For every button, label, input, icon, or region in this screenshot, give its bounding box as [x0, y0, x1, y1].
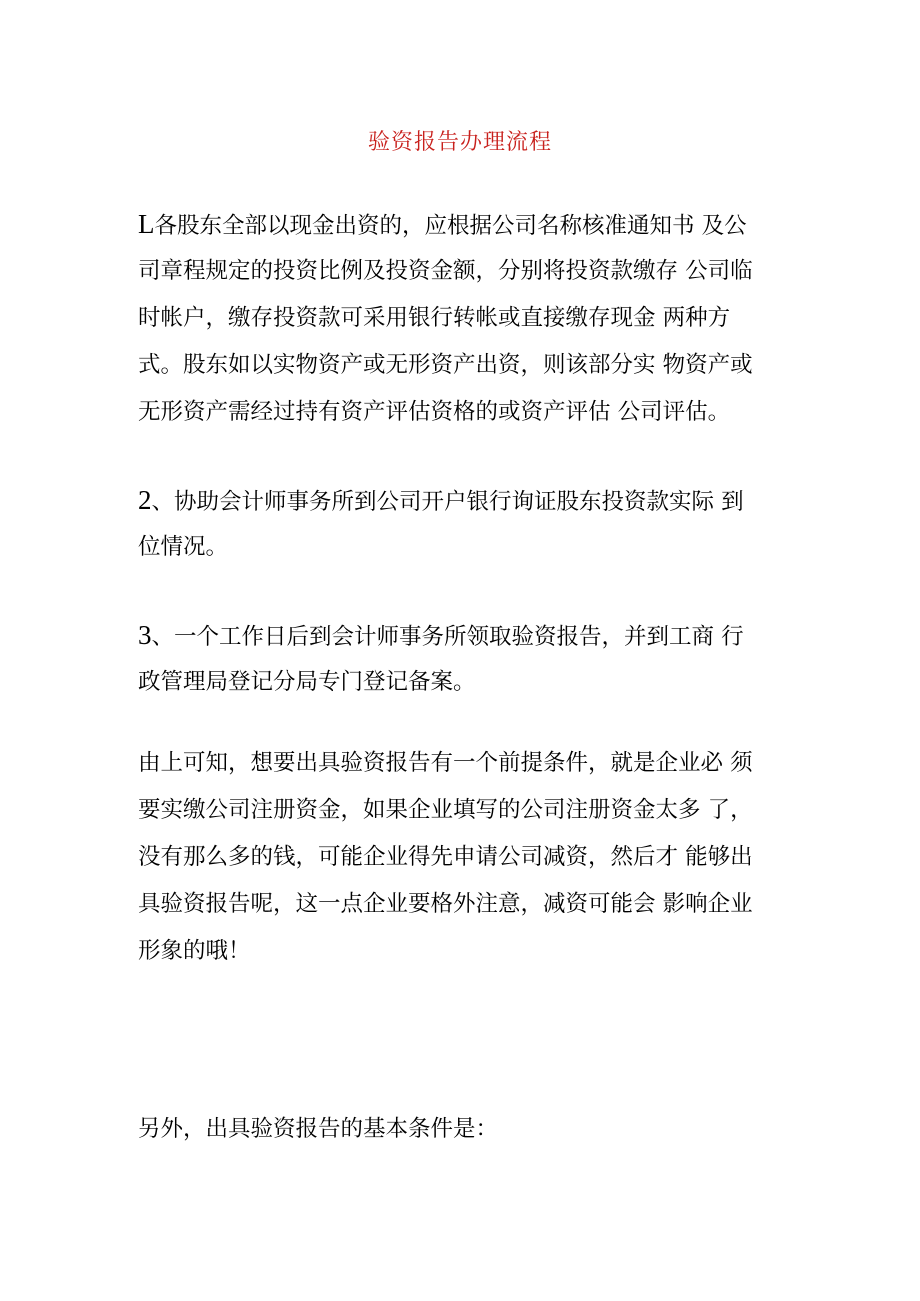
- paragraph-2: [138, 477, 788, 571]
- paragraph-4: [138, 740, 788, 975]
- document-title: 验资报告办理流程: [367, 130, 552, 155]
- paragraph-line: 要实缴公司注册资金，如果企业填写的公司注册资金太多 了，: [138, 797, 753, 823]
- paragraph-line: 式。股东如以实物资产或无形资产出资，则该部分实 物资产或: [138, 352, 753, 378]
- paragraph-5: [138, 1106, 788, 1153]
- paragraph-line: [138, 477, 788, 524]
- paragraph-line: 政管理局登记分局专门登记备案。: [138, 669, 476, 695]
- paragraph-3: [138, 612, 788, 706]
- paragraph-line: 无形资产需经过持有资产评估资格的或资产评估 公司评估。: [138, 399, 731, 425]
- paragraph-line: 没有那么多的钱，可能企业得先申请公司减资，然后才 能够出: [138, 844, 753, 870]
- paragraph-marker: 2: [138, 485, 152, 515]
- paragraph-line: 具验资报告呢，这一点企业要格外注意，减资可能会 影响企业: [138, 891, 753, 917]
- paragraph-line: 司章程规定的投资比例及投资金额，分别将投资款缴存 公司临: [138, 258, 753, 284]
- paragraph-marker: L: [138, 209, 155, 239]
- paragraph-1: [138, 201, 788, 436]
- paragraph-line: 形象的哦！: [138, 938, 251, 964]
- paragraph-line: 由上可知，想要出具验资报告有一个前提条件，就是企业必 须: [138, 750, 753, 776]
- paragraph-line: [138, 201, 788, 248]
- paragraph-text: 各股东全部以现金出资的，应根据公司名称核准通知书 及公: [154, 213, 747, 239]
- paragraph-line: [138, 612, 788, 659]
- paragraph-line: 位情况。: [138, 534, 229, 560]
- paragraph-line: 另外，出具验资报告的基本条件是：: [138, 1116, 499, 1142]
- paragraph-line: 时帐户，缴存投资款可采用银行转帐或直接缴存现金 两种方: [138, 305, 731, 331]
- paragraph-marker: 3: [138, 620, 152, 650]
- paragraph-text: 、协助会计师事务所到公司开户银行询证股东投资款实际 到: [151, 489, 744, 515]
- paragraph-text: 、一个工作日后到会计师事务所领取验资报告，并到工商 行: [151, 624, 744, 650]
